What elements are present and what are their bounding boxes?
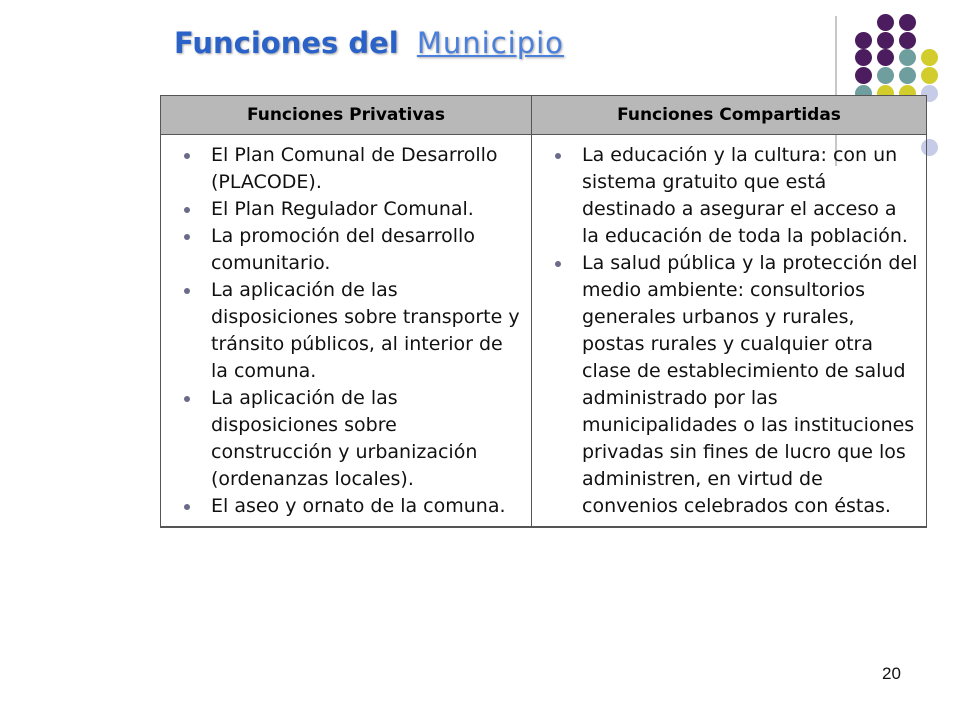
table-header-row	[161, 96, 927, 135]
decorative-dot	[855, 32, 872, 49]
list-item	[171, 142, 523, 196]
decorative-dot	[877, 67, 894, 84]
decorative-dot	[877, 49, 894, 66]
list-item	[171, 385, 523, 493]
list-item	[171, 196, 523, 223]
list-item	[542, 250, 918, 520]
bullet-icon	[184, 234, 190, 240]
list-item-text: La aplicación de las disposiciones sobre construcción y urbanización (ordenanzas locales).	[211, 387, 478, 490]
list-item-text: La salud pública y la protección del medio ambiente: consultorios generales urbanos y rurales, postas rurales y cualquier otra clase de establecimiento de salud administrado por las municipalidades o las instituciones privadas sin fines de lucro que los administren, en virtud de convenios celebrados con éstas.	[582, 252, 918, 517]
slide-title	[174, 26, 564, 60]
decorative-dot	[877, 32, 894, 49]
header-compartidas: Funciones Compartidas	[532, 96, 927, 135]
bullet-icon	[184, 396, 190, 402]
bullet-icon	[555, 261, 561, 267]
list-item-text: La educación y la cultura: con un sistema gratuito que está destinado a asegurar el acceso a la educación de toda la población.	[582, 144, 908, 247]
privativas-list	[171, 142, 523, 520]
list-item-text: La aplicación de las disposiciones sobre transporte y tránsito públicos, al interior de la comuna.	[211, 279, 520, 382]
list-item-text: La promoción del desarrollo comunitario.	[211, 225, 475, 274]
decorative-dot	[921, 67, 938, 84]
decorative-dot	[855, 67, 872, 84]
decorative-dot	[899, 67, 916, 84]
functions-table	[160, 95, 927, 528]
bullet-icon	[184, 504, 190, 510]
decorative-dot	[921, 49, 938, 66]
decorative-dot	[877, 14, 894, 31]
decorative-dot	[899, 14, 916, 31]
title-link-municipio[interactable]: Municipio	[416, 26, 564, 60]
bullet-icon	[184, 207, 190, 213]
list-item	[171, 493, 523, 520]
list-item	[171, 277, 523, 385]
compartidas-cell	[532, 135, 927, 528]
list-item	[171, 223, 523, 277]
list-item	[542, 142, 918, 250]
list-item-text: El aseo y ornato de la comuna.	[211, 495, 506, 517]
privativas-cell	[161, 135, 532, 528]
list-item-text: El Plan Regulador Comunal.	[211, 198, 474, 220]
bullet-icon	[184, 288, 190, 294]
decorative-dot	[899, 49, 916, 66]
compartidas-list	[542, 142, 918, 520]
decorative-dot	[855, 49, 872, 66]
decorative-dot	[899, 32, 916, 49]
header-privativas: Funciones Privativas	[161, 96, 532, 135]
list-item-text: El Plan Comunal de Desarrollo (PLACODE).	[211, 144, 498, 193]
bullet-icon	[184, 153, 190, 159]
table-row	[161, 135, 927, 528]
bullet-icon	[555, 153, 561, 159]
page-number: 20	[882, 664, 901, 683]
title-text: Funciones del	[174, 26, 409, 60]
